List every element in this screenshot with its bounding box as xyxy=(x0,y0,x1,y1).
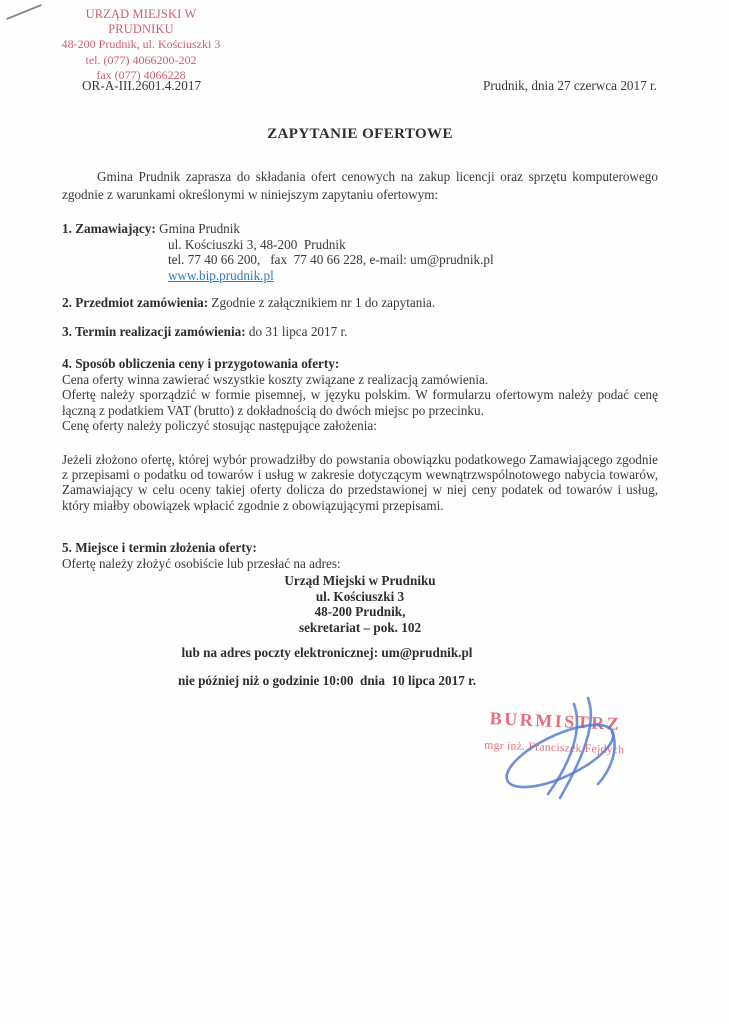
document-title: ZAPYTANIE OFERTOWE xyxy=(267,126,453,142)
section-5-label: 5. Miejsce i termin złożenia oferty: xyxy=(62,540,257,555)
submission-address-block xyxy=(62,573,658,635)
section-1-heading-row xyxy=(62,221,658,237)
intro-paragraph: Gmina Prudnik zaprasza do składania ofert cenowych na zakup licencji oraz sprzętu komputerowego zgodnie z warunkami określonymi w niniejszym zapytaniu ofertowym: xyxy=(62,169,658,202)
vat-note-paragraph: Jeżeli złożono ofertę, której wybór prowadziłby do powstania obowiązku podatkowego Zamawiającego zgodnie z przepisami o podatku od towarów i usług w zakresie dotyczącym wewnątrzwspólnotowego nabycia towarów, Zamawiający w celu oceny takiej oferty dolicza do przedstawionej w niej ceny podatek od towarów i usług, który miałby obowiązek wpłacić zgodnie z obowiązującymi przepisami. xyxy=(62,452,658,513)
section-3-termin xyxy=(62,324,658,340)
letterhead-address: 48-200 Prudnik, ul. Kościuszki 3 xyxy=(61,37,221,52)
section-4-line-3: Cenę oferty należy policzyć stosując następujące założenia: xyxy=(62,418,377,434)
section-1-website-row xyxy=(62,268,658,284)
section-3-label: 3. Termin realizacji zamówienia: xyxy=(62,324,246,339)
section-1-value: Gmina Prudnik xyxy=(155,221,241,236)
section-1-zamawiajacy xyxy=(62,221,658,283)
section-5-miejsce-termin xyxy=(62,540,658,556)
reference-number: OR-A-III.2601.4.2017 xyxy=(82,78,202,93)
submission-address-line: sekretariat – pok. 102 xyxy=(298,619,422,635)
submission-address-line: ul. Kościuszki 3 xyxy=(315,588,405,604)
signature-ink-strokes xyxy=(492,694,642,806)
letterhead-org-name: URZĄD MIEJSKI W PRUDNIKU xyxy=(85,7,197,37)
section-3-value: do 31 lipca 2017 r. xyxy=(245,324,348,339)
section-2-label: 2. Przedmiot zamówienia: xyxy=(62,295,209,310)
section-4-label: 4. Sposób obliczenia ceny i przygotowania oferty: xyxy=(62,356,340,371)
submission-deadline-line: nie później niż o godzinie 10:00 dnia 10 lipca 2017 r. xyxy=(177,673,477,688)
submission-address-line: Urząd Miejski w Prudniku xyxy=(284,573,436,588)
section-2-value: Zgodnie z załącznikiem nr 1 do zapytania. xyxy=(208,295,436,310)
website-link[interactable]: www.bip.prudnik.pl xyxy=(168,267,274,283)
section-1-label: 1. Zamawiający: xyxy=(62,221,156,236)
section-4-line-1: Cena oferty winna zawierać wszystkie koszty związane z realizacją zamówienia. xyxy=(62,371,489,387)
section-5-intro: Ofertę należy złożyć osobiście lub przesłać na adres: xyxy=(62,556,341,571)
section-4-line-2: Ofertę należy sporządzić w formie pisemnej, w języku polskim. W formularzu ofertowym należy podać cenę łączną z podatkiem VAT (brutto) z dokładnością do dwóch miejsc po przecinku. xyxy=(62,387,658,418)
pen-scratch-mark xyxy=(6,4,42,20)
mayor-stamp-title: BURMISTRZ xyxy=(489,708,622,734)
section-1-contact: tel. 77 40 66 200, fax 77 40 66 228, e-mail: um@prudnik.pl xyxy=(168,252,494,268)
handwritten-signature xyxy=(492,694,642,806)
section-1-address: ul. Kościuszki 3, 48-200 Prudnik xyxy=(168,236,346,252)
letterhead-phone: tel. (077) 4066200-202 xyxy=(85,52,197,67)
section-2-przedmiot xyxy=(62,295,658,311)
submission-address-line: 48-200 Prudnik, xyxy=(314,604,406,620)
place-and-date: Prudnik, dnia 27 czerwca 2017 r. xyxy=(483,78,657,93)
letterhead-fax: fax (077) 4066228 xyxy=(96,67,186,82)
submission-email-line: lub na adres poczty elektronicznej: um@prudnik.pl xyxy=(181,645,473,660)
section-4-sposob-obliczenia xyxy=(62,356,658,434)
letterhead-stamp xyxy=(55,7,227,83)
mayor-stamp-name: mgr inż. Franciszek Fejdych xyxy=(484,738,625,757)
